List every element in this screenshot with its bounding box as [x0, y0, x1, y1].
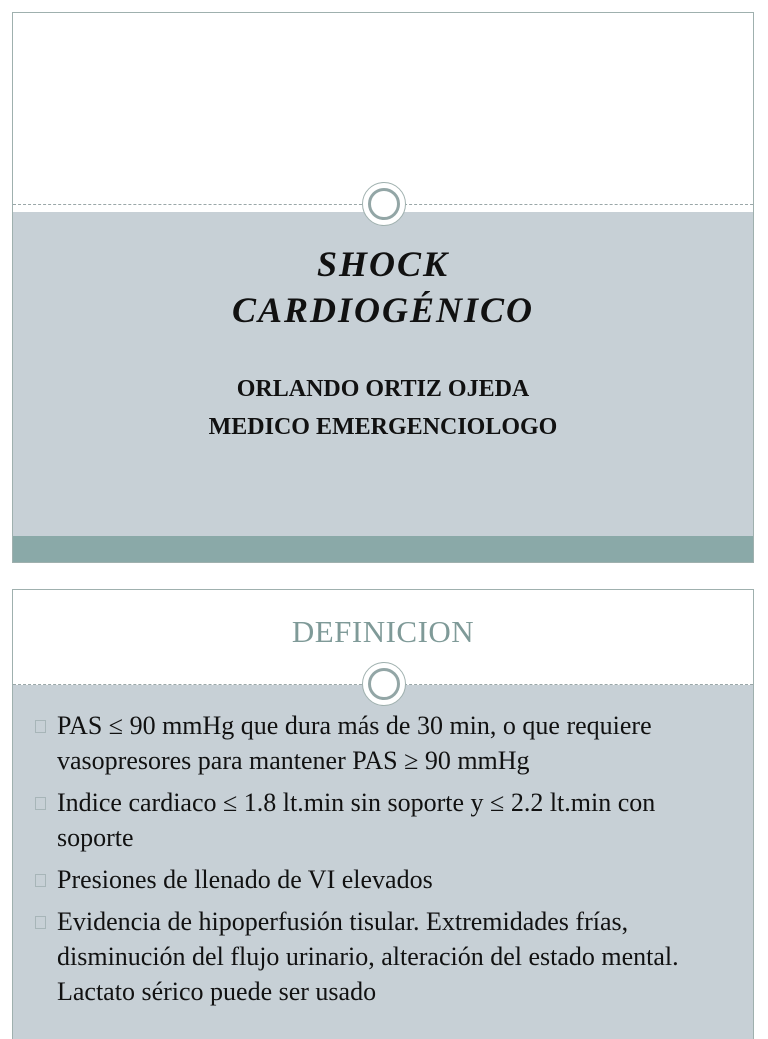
bullet-text: Evidencia de hipoperfusión tisular. Extremidades frías, disminución del flujo urinario, alteración del estado mental. Lactato sérico puede ser usado — [57, 907, 679, 1006]
bullet-text: PAS ≤ 90 mmHg que dura más de 30 min, o que requiere vasopresores para mantener PAS ≥ 90 mmHg — [57, 711, 652, 775]
bullet-icon — [35, 720, 46, 733]
slide-header-area — [13, 13, 753, 205]
author-role: MEDICO EMERGENCIOLOGO — [208, 414, 558, 440]
footer-band — [13, 536, 753, 562]
slide-title-line-2: CARDIOGÉNICO — [231, 290, 535, 330]
title-slide — [12, 12, 754, 563]
list-item — [35, 862, 725, 897]
list-item — [35, 708, 725, 778]
bullet-list — [35, 708, 725, 1016]
bullet-text: Presiones de llenado de VI elevados — [57, 865, 433, 894]
definition-slide — [12, 589, 754, 1039]
slide-title-line-1: SHOCK — [316, 244, 450, 284]
list-item — [35, 904, 725, 1009]
bullet-icon — [35, 916, 46, 929]
slide-title — [13, 241, 753, 333]
bullet-icon — [35, 797, 46, 810]
circle-ornament-icon — [362, 662, 406, 706]
slide-heading: DEFINICION — [291, 614, 475, 649]
bullet-icon — [35, 874, 46, 887]
author-name: ORLANDO ORTIZ OJEDA — [236, 376, 530, 402]
bullet-text: Indice cardiaco ≤ 1.8 lt.min sin soporte y ≤ 2.2 lt.min con soporte — [57, 788, 656, 852]
slide-subtitle — [13, 370, 753, 446]
circle-ornament-icon — [362, 182, 406, 226]
list-item — [35, 785, 725, 855]
